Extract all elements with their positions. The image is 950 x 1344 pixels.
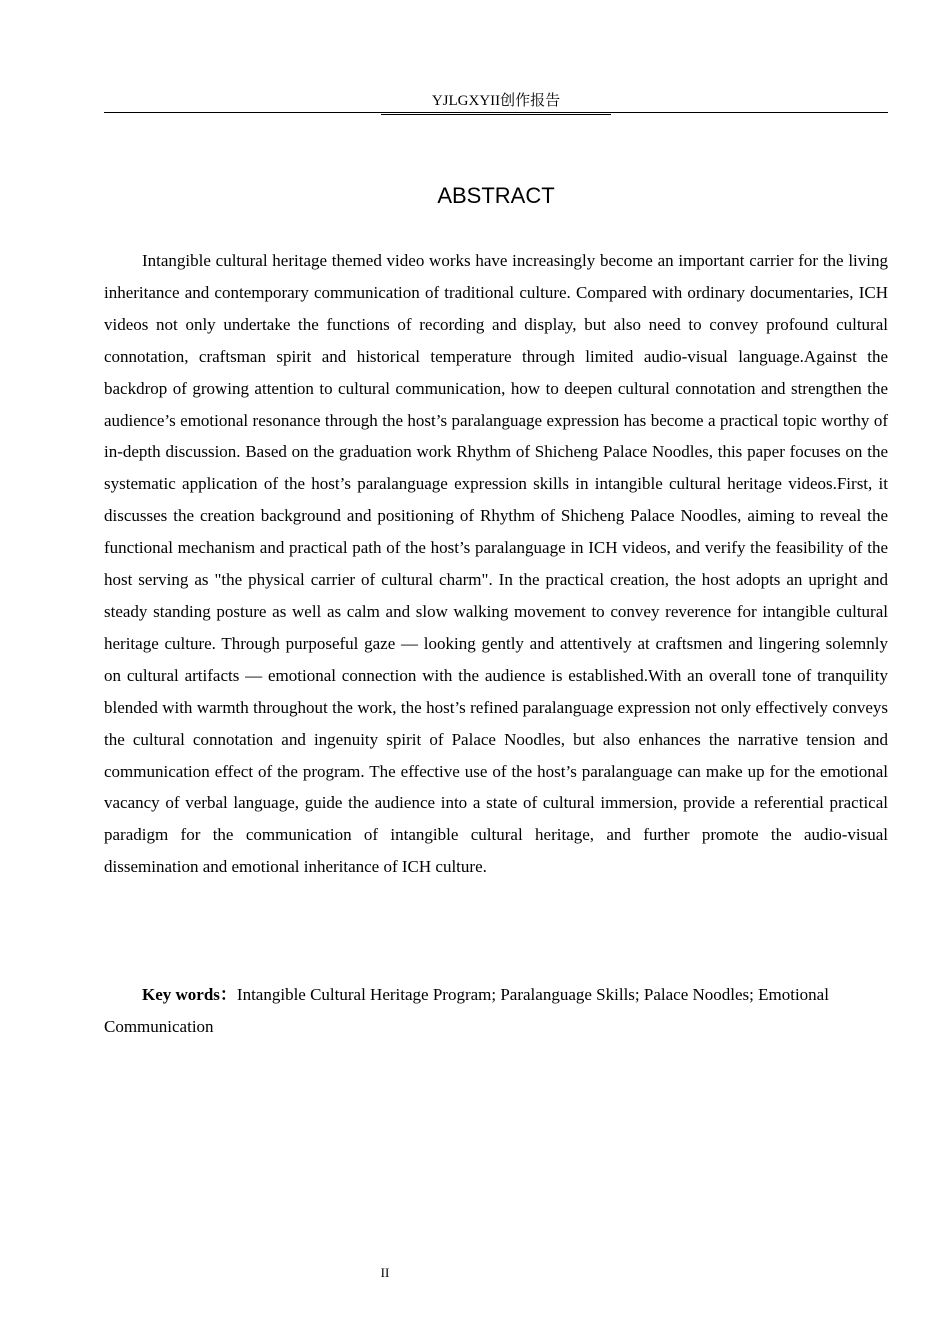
header-text: YJLGXYII创作报告 bbox=[431, 93, 561, 109]
keywords-label: Key words： bbox=[142, 985, 237, 1004]
header-rule bbox=[104, 112, 888, 113]
keywords-text: Intangible Cultural Heritage Program; Paralanguage Skills; Palace Noodles; Emotional Communication bbox=[104, 985, 829, 1036]
running-header bbox=[104, 90, 888, 114]
header-underline bbox=[381, 114, 611, 115]
keywords-paragraph bbox=[104, 979, 888, 1043]
page-number: II bbox=[380, 1265, 390, 1280]
abstract-title: ABSTRACT bbox=[437, 183, 555, 208]
abstract-paragraph: Intangible cultural heritage themed video works have increasingly become an important carrier for the living inheritance and contemporary communication of traditional culture. Compared with ordinary documentaries, ICH videos not only undertake the functions of recording and display, but also need to convey profound cultural connotation, craftsman spirit and historical temperature through limited audio-visual language.Against the backdrop of growing attention to cultural communication, how to deepen cultural connotation and strengthen the audience’s emotional resonance through the host’s paralanguage expression has become a practical topic worthy of in-depth discussion. Based on the graduation work Rhythm of Shicheng Palace Noodles, this paper focuses on the systematic application of the host’s paralanguage expression skills in intangible cultural heritage videos.First, it discusses the creation background and positioning of Rhythm of Shicheng Palace Noodles, aiming to reveal the functional mechanism and practical path of the host’s paralanguage in ICH videos, and verify the feasibility of the host serving as "the physical carrier of cultural charm". In the practical creation, the host adopts an upright and steady standing posture as well as calm and slow walking movement to convey reverence for intangible cultural heritage culture. Through purposeful gaze — looking gently and attentively at craftsmen and lingering solemnly on cultural artifacts — emotional connection with the audience is established.With an overall tone of tranquility blended with warmth throughout the work, the host’s refined paralanguage expression not only effectively conveys the cultural connotation and ingenuity spirit of Palace Noodles, but also enhances the narrative tension and communication effect of the program. The effective use of the host’s paralanguage can make up for the emotional vacancy of verbal language, guide the audience into a state of cultural immersion, provide a referential practical paradigm for the communication of intangible cultural heritage, and further promote the audio-visual dissemination and emotional inheritance of ICH culture. bbox=[104, 251, 888, 877]
